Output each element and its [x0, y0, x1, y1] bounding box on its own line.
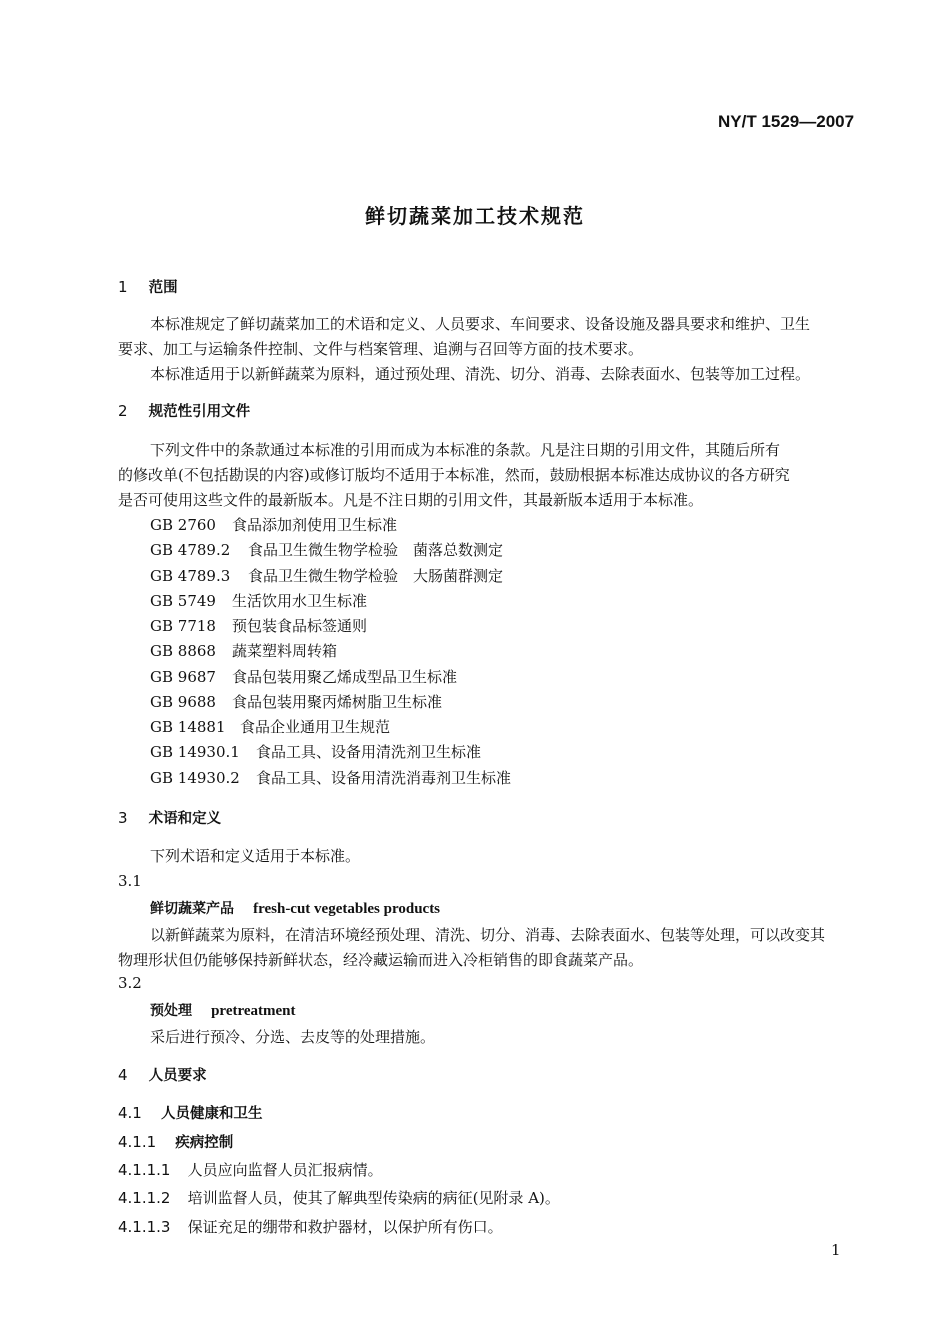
reference-title: 食品包装用聚丙烯树脂卫生标准: [232, 693, 443, 711]
subsection-number: 4.1.1: [118, 1133, 157, 1151]
subsection-heading: [118, 1131, 233, 1152]
reference-title: 食品企业通用卫生规范: [240, 718, 391, 736]
reference-code: GB 5749: [150, 592, 216, 610]
clause-text: 保证充足的绷带和救护器材，以保护所有伤口。: [187, 1218, 503, 1236]
clause-number: 4.1.1.2: [118, 1189, 171, 1207]
term-chinese: 预处理: [150, 1003, 192, 1019]
clause-text: 培训监督人员，使其了解典型传染病的病征(见附录 A)。: [187, 1189, 560, 1207]
reference-title: 食品工具、设备用清洗消毒剂卫生标准: [256, 769, 512, 787]
clause-item: [118, 1158, 383, 1183]
reference-title: 食品卫生微生物学检验 大肠菌群测定: [248, 567, 504, 585]
paragraph-line: 采后进行预冷、分选、去皮等的处理措施。: [150, 1028, 436, 1046]
paragraph-line: 是否可使用这些文件的最新版本。凡是不注日期的引用文件，其最新版本适用于本标准。: [118, 491, 704, 509]
clause-number: 4.1.1.3: [118, 1218, 171, 1236]
paragraph-line: 本标准规定了鲜切蔬菜加工的术语和定义、人员要求、车间要求、设备设施及器具要求和维护、卫生: [150, 315, 811, 333]
term-chinese: 鲜切蔬菜产品: [150, 901, 234, 917]
clause-item: [118, 1186, 560, 1211]
reference-item: [150, 666, 457, 687]
term-english: fresh-cut vegetables products: [253, 901, 441, 917]
paragraph-line: 以新鲜蔬菜为原料，在清洁环境经预处理、清洗、切分、消毒、去除表面水、包装等处理，可以改变其: [150, 926, 826, 944]
clause-text: 人员应向监督人员汇报病情。: [187, 1161, 383, 1179]
reference-title: 预包装食品标签通则: [232, 617, 368, 635]
reference-item: [150, 514, 397, 535]
reference-item: [150, 640, 337, 661]
reference-item: [150, 539, 503, 560]
term-number: 3.1: [118, 872, 142, 890]
section-number: 3: [118, 809, 128, 827]
reference-code: GB 7718: [150, 617, 216, 635]
section-number: 2: [118, 402, 128, 420]
reference-title: 食品卫生微生物学检验 菌落总数测定: [248, 541, 504, 559]
subsection-heading: [118, 1102, 262, 1123]
section-1-heading: [118, 276, 178, 297]
reference-title: 食品包装用聚乙烯成型品卫生标准: [232, 668, 458, 686]
reference-title: 蔬菜塑料周转箱: [232, 642, 338, 660]
subsection-number: 4.1: [118, 1104, 142, 1122]
section-title: 人员要求: [148, 1068, 207, 1084]
reference-code: GB 4789.2: [150, 541, 231, 559]
term-entry: [150, 1000, 296, 1020]
reference-item: [150, 691, 442, 712]
reference-item: [150, 615, 367, 636]
reference-code: GB 14881: [150, 718, 226, 736]
reference-title: 食品添加剂使用卫生标准: [232, 516, 398, 534]
section-title: 术语和定义: [148, 811, 222, 827]
reference-code: GB 8868: [150, 642, 216, 660]
section-number: 4: [118, 1066, 128, 1084]
reference-item: [150, 565, 503, 586]
section-number: 1: [118, 278, 128, 296]
reference-code: GB 2760: [150, 516, 216, 534]
paragraph-line: 物理形状但仍能够保持新鲜状态，经冷藏运输而进入冷柜销售的即食蔬菜产品。: [118, 951, 644, 969]
section-title: 规范性引用文件: [148, 404, 251, 420]
standard-number: NY/T 1529—2007: [718, 112, 855, 131]
reference-item: [150, 590, 367, 611]
paragraph-line: 的修改单(不包括勘误的内容)或修订版均不适用于本标准，然而，鼓励根据本标准达成协议的各方研究: [118, 466, 790, 484]
reference-title: 生活饮用水卫生标准: [232, 592, 368, 610]
page-number: 1: [831, 1241, 841, 1259]
section-4-heading: [118, 1064, 207, 1085]
reference-item: [150, 741, 481, 762]
reference-code: GB 14930.2: [150, 769, 240, 787]
document-title: 鲜切蔬菜加工技术规范: [365, 204, 585, 228]
term-number: 3.2: [118, 974, 142, 992]
section-title: 范围: [148, 280, 178, 296]
reference-code: GB 14930.1: [150, 743, 240, 761]
clause-number: 4.1.1.1: [118, 1161, 171, 1179]
term-entry: [150, 898, 440, 918]
reference-code: GB 9687: [150, 668, 216, 686]
paragraph-line: 本标准适用于以新鲜蔬菜为原料，通过预处理、清洗、切分、消毒、去除表面水、包装等加工过程。: [150, 365, 811, 383]
term-english: pretreatment: [211, 1003, 296, 1019]
reference-code: GB 9688: [150, 693, 216, 711]
clause-item: [118, 1215, 503, 1240]
reference-item: [150, 767, 511, 788]
paragraph-line: 要求、加工与运输条件控制、文件与档案管理、追溯与召回等方面的技术要求。: [118, 340, 644, 358]
reference-code: GB 4789.3: [150, 567, 231, 585]
subsection-title: 人员健康和卫生: [160, 1106, 263, 1122]
subsection-title: 疾病控制: [175, 1135, 234, 1151]
section-2-heading: [118, 400, 250, 421]
paragraph-line: 下列文件中的条款通过本标准的引用而成为本标准的条款。凡是注日期的引用文件，其随后所有: [150, 441, 781, 459]
reference-title: 食品工具、设备用清洗剂卫生标准: [256, 743, 482, 761]
paragraph-line: 下列术语和定义适用于本标准。: [150, 847, 361, 865]
reference-item: [150, 716, 390, 737]
section-3-heading: [118, 807, 221, 828]
